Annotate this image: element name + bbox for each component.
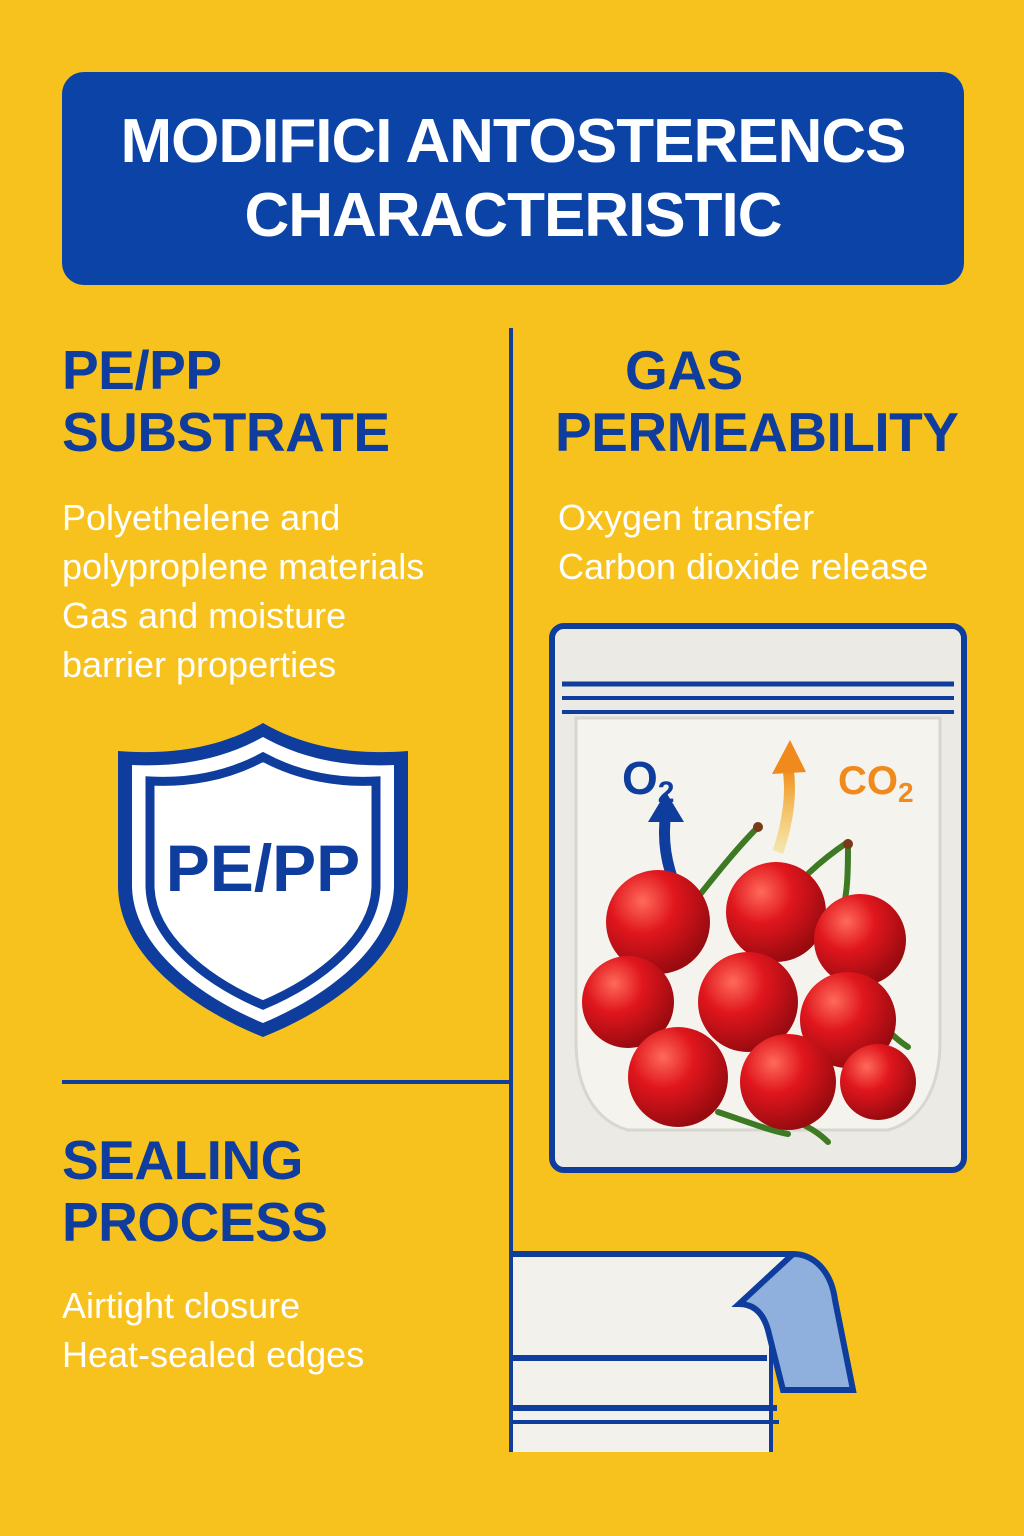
sealing-heading-line-2: PROCESS	[62, 1190, 328, 1253]
gas-line: Oxygen transfer	[558, 497, 815, 538]
substrate-line: barrier properties	[62, 643, 337, 685]
substrate-heading-line-2: SUBSTRATE	[62, 400, 390, 463]
gas-heading-line-2: PERMEABILITY	[555, 400, 959, 463]
substrate-description	[62, 494, 424, 690]
shield-icon	[108, 715, 418, 1045]
gas-description	[558, 494, 928, 592]
cherries	[582, 862, 916, 1130]
sealing-heading-line-1: SEALING	[62, 1129, 303, 1191]
o2-subscript: 2	[657, 776, 675, 809]
cherry-bag-icon	[548, 622, 968, 1174]
substrate-line: Polyethelene and	[62, 497, 341, 538]
sealing-line: Heat-sealed edges	[62, 1333, 365, 1375]
gas-heading	[555, 340, 958, 463]
substrate-line: polyproplene materials	[62, 545, 425, 587]
shield-label: PE/PP	[165, 831, 361, 905]
sealing-line: Airtight closure	[62, 1285, 301, 1326]
title-banner	[62, 72, 964, 285]
substrate-heading-line-1: PE/PP	[62, 339, 222, 401]
substrate-heading	[62, 340, 390, 463]
sealed-edge-icon	[513, 1240, 873, 1452]
co2-subscript: 2	[898, 777, 914, 808]
gas-line: Carbon dioxide release	[558, 545, 929, 587]
gas-heading-line-1: GAS	[625, 339, 743, 401]
title-line-2: CHARACTERISTIC	[244, 180, 782, 250]
sealing-heading	[62, 1130, 327, 1253]
o2-label: O	[622, 752, 658, 804]
title-line-1: MODIFICI ANTOSTERENCS	[120, 107, 906, 177]
substrate-line: Gas and moisture	[62, 594, 347, 636]
co2-label: CO	[838, 759, 898, 803]
horizontal-divider	[62, 1080, 510, 1084]
sealing-description	[62, 1282, 364, 1380]
